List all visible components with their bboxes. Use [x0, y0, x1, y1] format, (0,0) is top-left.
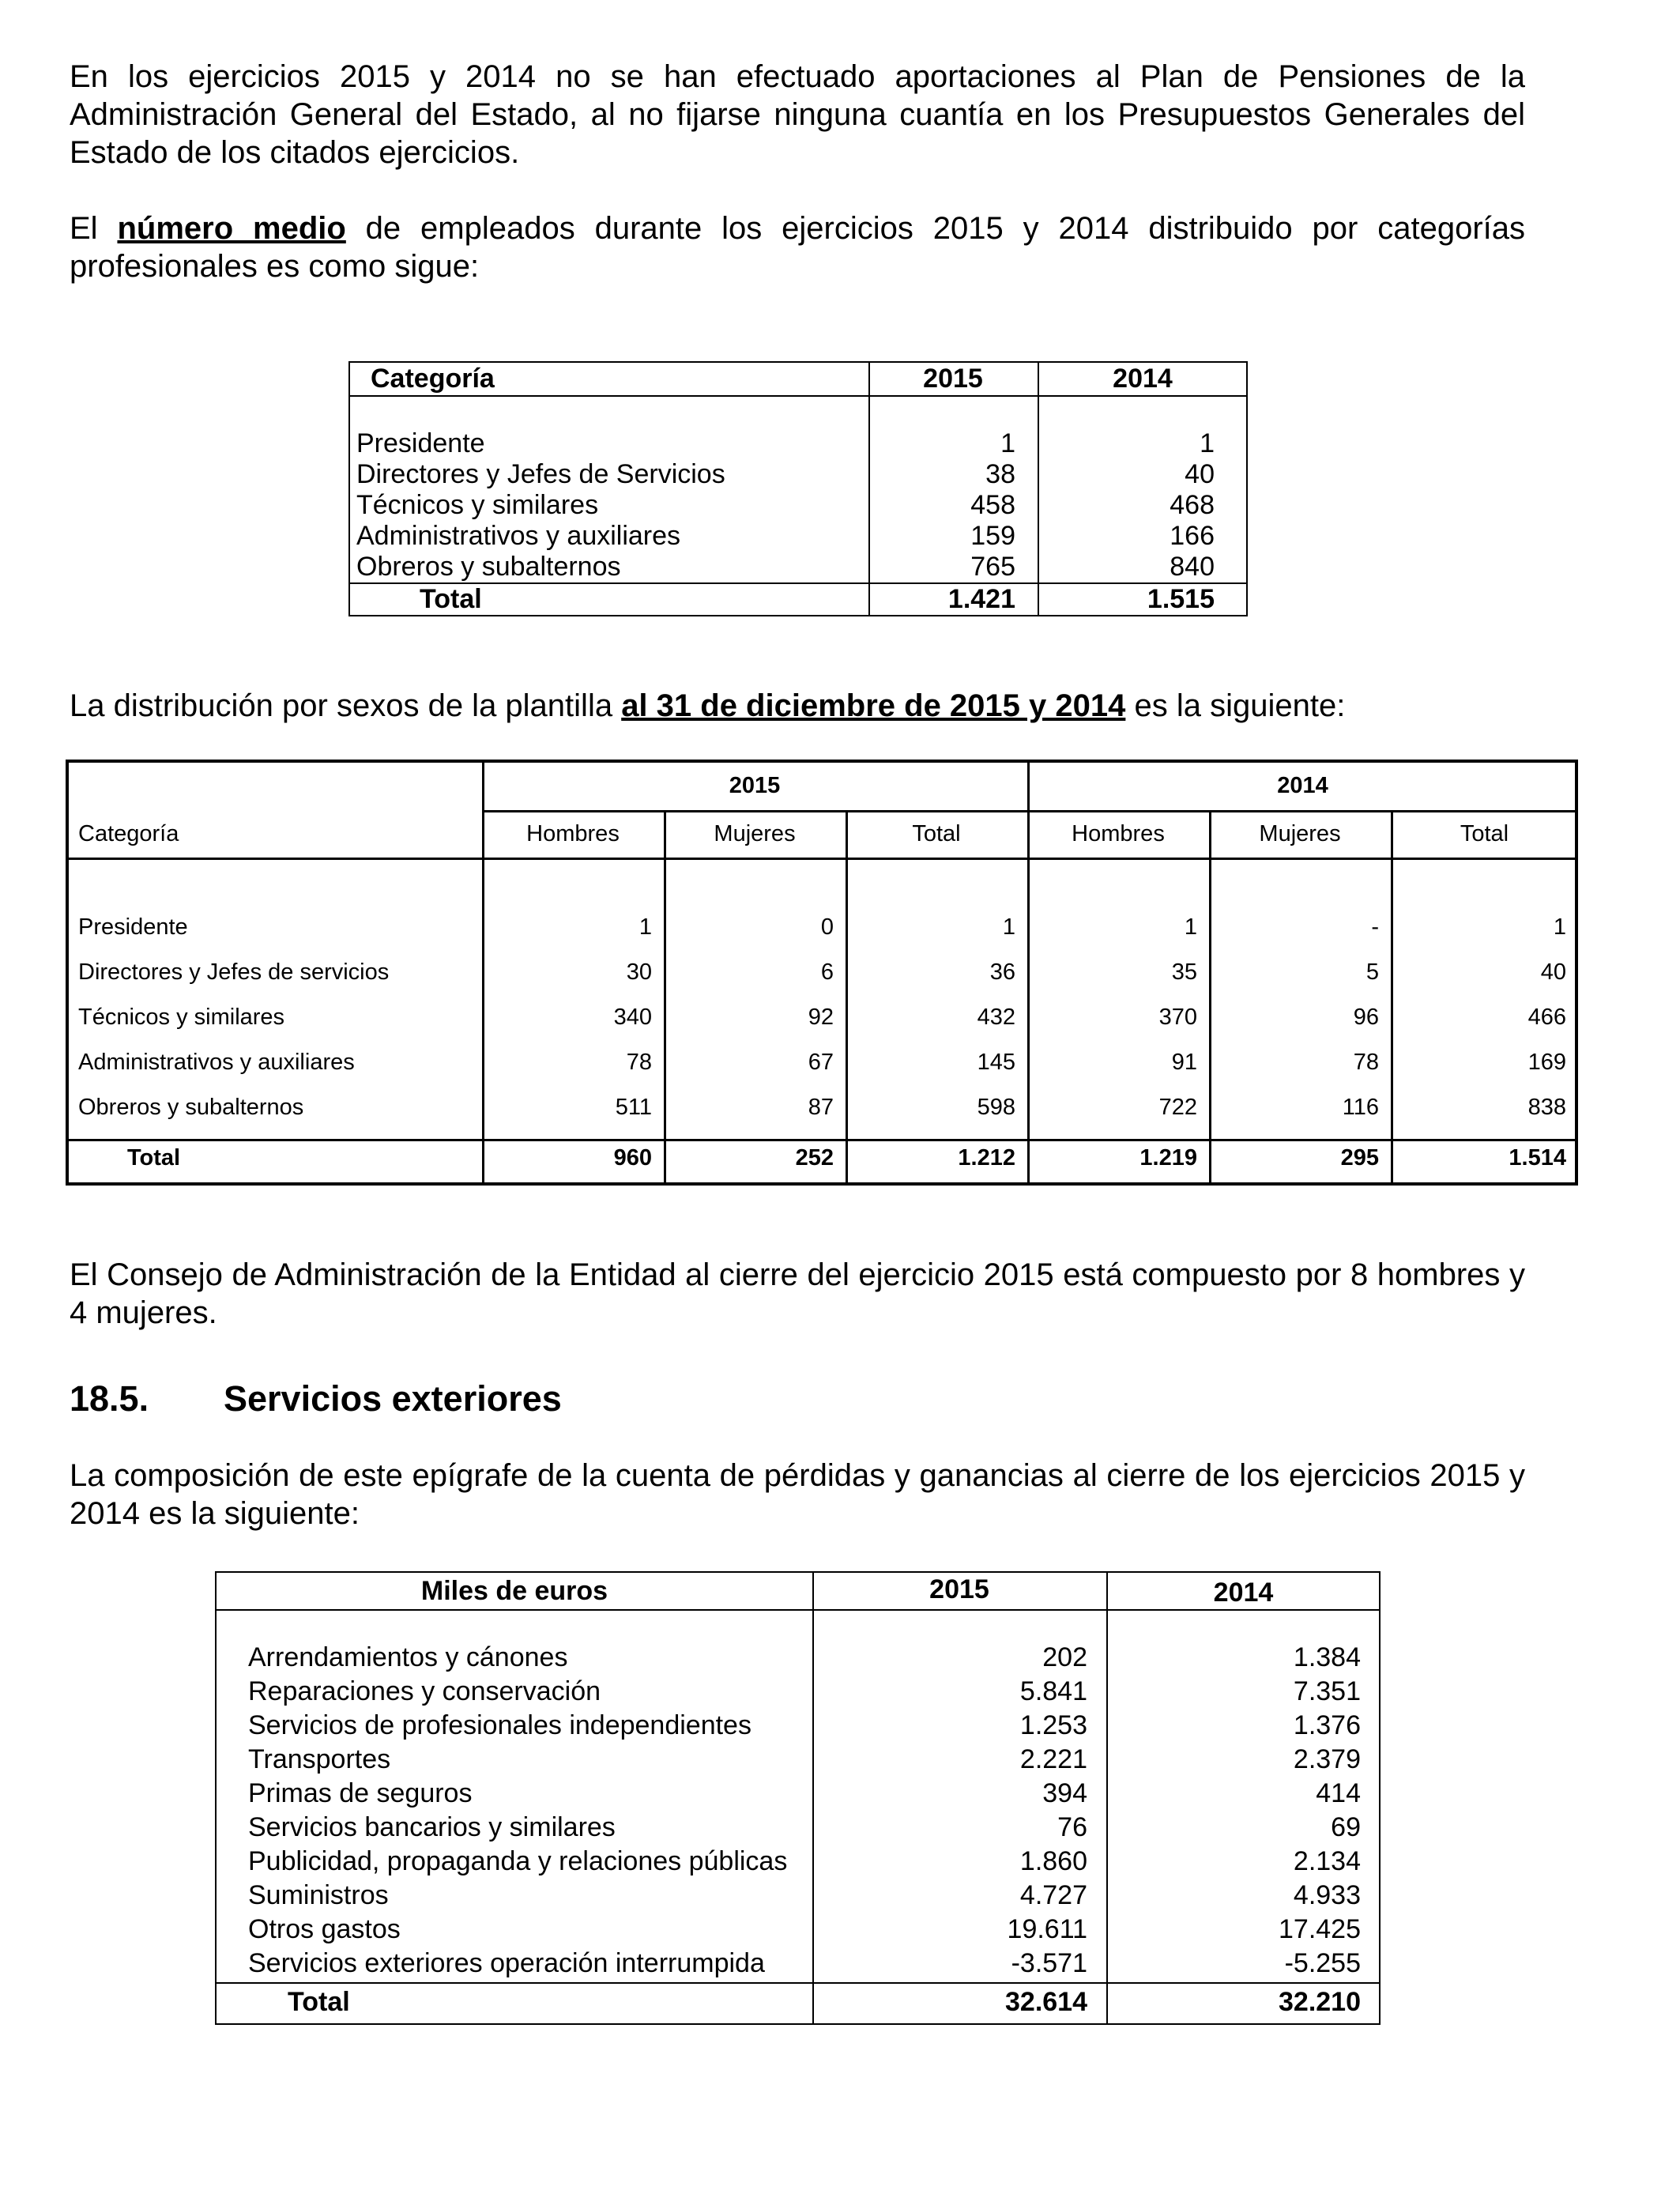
- row-label: Directores y Jefes de servicios: [78, 959, 390, 985]
- row-value-2014: 69: [1331, 1812, 1361, 1842]
- row-label: Primas de seguros: [248, 1778, 473, 1808]
- cell-women-2015: 0: [820, 914, 834, 940]
- paragraph-sex-distribution: [70, 687, 1525, 725]
- cell-women-2014: 116: [1342, 1095, 1379, 1120]
- row-label: Servicios exteriores operación interrumpida: [248, 1948, 765, 1978]
- cell-women-2014: 5: [1365, 959, 1379, 985]
- cell-women-2014: 96: [1353, 1005, 1379, 1030]
- total-women-2015: 252: [795, 1145, 834, 1171]
- p3-text-after: es la siguiente:: [1125, 688, 1346, 723]
- cell-men-2015: 340: [613, 1005, 652, 1030]
- row-value-2014: 40: [1185, 459, 1215, 489]
- p3-emphasis: al 31 de diciembre de 2015 y 2014: [621, 688, 1126, 723]
- cell-total-2015: 598: [977, 1095, 1015, 1120]
- row-value-2014: 4.933: [1293, 1880, 1361, 1910]
- row-value-2015: 38: [985, 459, 1015, 489]
- row-value-2015: 4.727: [1019, 1880, 1087, 1910]
- row-value-2014: 468: [1170, 490, 1215, 520]
- cell-total-2015: 432: [977, 1005, 1015, 1030]
- table-divider: [846, 810, 848, 1182]
- row-value-2014: 1.376: [1293, 1710, 1361, 1740]
- table-divider: [350, 395, 1246, 397]
- cell-women-2014: 78: [1353, 1050, 1379, 1075]
- row-label: Transportes: [248, 1744, 391, 1774]
- row-label: Administrativos y auxiliares: [356, 521, 681, 551]
- row-value-2014: 1.384: [1293, 1642, 1361, 1672]
- cell-total-2015: 1: [1002, 914, 1015, 940]
- header-2014: 2014: [1213, 1578, 1274, 1608]
- row-label: Arrendamientos y cánones: [248, 1642, 568, 1672]
- cell-total-2014: 40: [1540, 959, 1566, 985]
- row-value-2015: -3.571: [1011, 1948, 1087, 1978]
- row-value-2014: 166: [1170, 521, 1215, 551]
- table-divider: [69, 1139, 1575, 1141]
- cell-men-2014: 722: [1158, 1095, 1197, 1120]
- row-label: Servicios de profesionales independientes: [248, 1710, 751, 1740]
- total-2014: 1.515: [1147, 584, 1215, 614]
- paragraph-services-composition: La composición de este epígrafe de la cuenta de pérdidas y ganancias al cierre de los ejercicios 2015 y 2014 es la siguiente:: [70, 1458, 1525, 1531]
- row-value-2014: 414: [1316, 1778, 1361, 1808]
- header-2015: 2015: [929, 1574, 989, 1604]
- header-category: Categoría: [371, 364, 495, 394]
- row-value-2014: 2.379: [1293, 1744, 1361, 1774]
- p2-text-before: El: [70, 211, 118, 246]
- header-thousand-euros: Miles de euros: [420, 1576, 608, 1606]
- row-value-2015: 1.253: [1019, 1710, 1087, 1740]
- row-label: Suministros: [248, 1880, 389, 1910]
- table-divider: [217, 1982, 1379, 1984]
- row-value-2015: 5.841: [1019, 1676, 1087, 1706]
- cell-men-2015: 1: [638, 914, 652, 940]
- cell-men-2014: 1: [1184, 914, 1197, 940]
- row-value-2015: 1.860: [1019, 1846, 1087, 1876]
- total-label: Total: [288, 1987, 350, 2017]
- total-men-2015: 960: [613, 1145, 652, 1171]
- row-value-2015: 159: [970, 521, 1015, 551]
- cell-total-2015: 36: [989, 959, 1015, 985]
- header-total-2014: Total: [1460, 821, 1509, 846]
- row-value-2015: 202: [1042, 1642, 1087, 1672]
- header-men-2014: Hombres: [1072, 821, 1165, 846]
- row-value-2015: 2.221: [1019, 1744, 1087, 1774]
- cell-total-2014: 1: [1553, 914, 1566, 940]
- section-number: 18.5.: [70, 1378, 149, 1419]
- year-header-2014: 2014: [1277, 773, 1328, 798]
- row-label: Técnicos y similares: [78, 1005, 285, 1030]
- table-divider: [217, 1609, 1379, 1611]
- row-value-2014: 2.134: [1293, 1846, 1361, 1876]
- row-label: Técnicos y similares: [356, 490, 599, 520]
- cell-total-2014: 466: [1527, 1005, 1566, 1030]
- total-women-2014: 295: [1340, 1145, 1379, 1171]
- p2-text-after: de empleados durante los ejercicios 2015 y 2014 distribuido por categorías profesionales es como sigue:: [70, 211, 1526, 284]
- row-label: Servicios bancarios y similares: [248, 1812, 616, 1842]
- row-label: Obreros y subalternos: [356, 552, 621, 582]
- cell-total-2015: 145: [977, 1050, 1015, 1075]
- row-label: Otros gastos: [248, 1914, 401, 1944]
- cell-total-2014: 838: [1527, 1095, 1566, 1120]
- header-women-2015: Mujeres: [714, 821, 796, 846]
- row-value-2014: 7.351: [1293, 1676, 1361, 1706]
- cell-women-2015: 67: [808, 1050, 834, 1075]
- row-label: Presidente: [78, 914, 188, 940]
- year-header-2015: 2015: [729, 773, 781, 798]
- p2-emphasis: número medio: [117, 211, 346, 246]
- cell-men-2014: 91: [1171, 1050, 1197, 1075]
- paragraph-pension-contributions: En los ejercicios 2015 y 2014 no se han efectuado aportaciones al Plan de Pensiones de la Administración General del Estado, al no fijarse ninguna cuantía en los Presupuestos Generales del Estado de los citados ejercicios.: [70, 59, 1525, 170]
- cell-women-2015: 87: [808, 1095, 834, 1120]
- row-label: Obreros y subalternos: [78, 1095, 304, 1120]
- row-value-2014: 1: [1200, 428, 1215, 458]
- total-label: Total: [127, 1145, 181, 1171]
- cell-men-2014: 35: [1171, 959, 1197, 985]
- row-label: Presidente: [356, 428, 485, 458]
- row-value-2014: 17.425: [1279, 1914, 1361, 1944]
- header-men-2015: Hombres: [526, 821, 620, 846]
- row-label: Directores y Jefes de Servicios: [356, 459, 725, 489]
- row-value-2015: 1: [1000, 428, 1015, 458]
- row-value-2014: 840: [1170, 552, 1215, 582]
- header-category: Categoría: [78, 821, 179, 846]
- total-2014: 32.210: [1279, 1987, 1361, 2017]
- row-value-2015: 458: [970, 490, 1015, 520]
- total-2015: 1.421: [947, 584, 1015, 614]
- header-2015: 2015: [923, 364, 983, 394]
- row-value-2015: 394: [1042, 1778, 1087, 1808]
- paragraph-average-employees: [70, 209, 1525, 285]
- total-2015: 32.614: [1005, 1987, 1087, 2017]
- table-divider: [69, 858, 1575, 860]
- total-total-2014: 1.514: [1509, 1145, 1566, 1171]
- table-divider: [1209, 810, 1211, 1182]
- sex-distribution-table: [66, 760, 1578, 1186]
- total-label: Total: [420, 584, 482, 614]
- cell-women-2015: 92: [808, 1005, 834, 1030]
- section-heading: [70, 1378, 562, 1419]
- table-divider: [664, 810, 666, 1182]
- external-services-table: [215, 1571, 1381, 2025]
- cell-men-2015: 511: [615, 1095, 652, 1120]
- cell-men-2014: 370: [1158, 1005, 1197, 1030]
- row-value-2015: 76: [1057, 1812, 1087, 1842]
- cell-men-2015: 78: [626, 1050, 652, 1075]
- header-total-2015: Total: [912, 821, 961, 846]
- cell-men-2015: 30: [626, 959, 652, 985]
- average-employees-table: [348, 361, 1248, 616]
- row-value-2015: 19.611: [1007, 1914, 1087, 1944]
- cell-women-2015: 6: [820, 959, 834, 985]
- table-divider: [1391, 810, 1393, 1182]
- table-divider: [482, 810, 1575, 812]
- header-women-2014: Mujeres: [1259, 821, 1341, 846]
- row-label: Publicidad, propaganda y relaciones públicas: [248, 1846, 788, 1876]
- total-total-2015: 1.212: [958, 1145, 1015, 1171]
- header-2014: 2014: [1113, 364, 1173, 394]
- p3-text-before: La distribución por sexos de la plantilla: [70, 688, 622, 723]
- cell-women-2014: -: [1371, 914, 1379, 940]
- row-value-2015: 765: [970, 552, 1015, 582]
- total-men-2014: 1.219: [1139, 1145, 1197, 1171]
- row-label: Administrativos y auxiliares: [78, 1050, 355, 1075]
- paragraph-board-composition: El Consejo de Administración de la Entidad al cierre del ejercicio 2015 está compuesto por 8 hombres y 4 mujeres.: [70, 1257, 1525, 1330]
- section-title: Servicios exteriores: [224, 1378, 562, 1419]
- row-label: Reparaciones y conservación: [248, 1676, 601, 1706]
- row-value-2014: -5.255: [1284, 1948, 1361, 1978]
- cell-total-2014: 169: [1527, 1050, 1566, 1075]
